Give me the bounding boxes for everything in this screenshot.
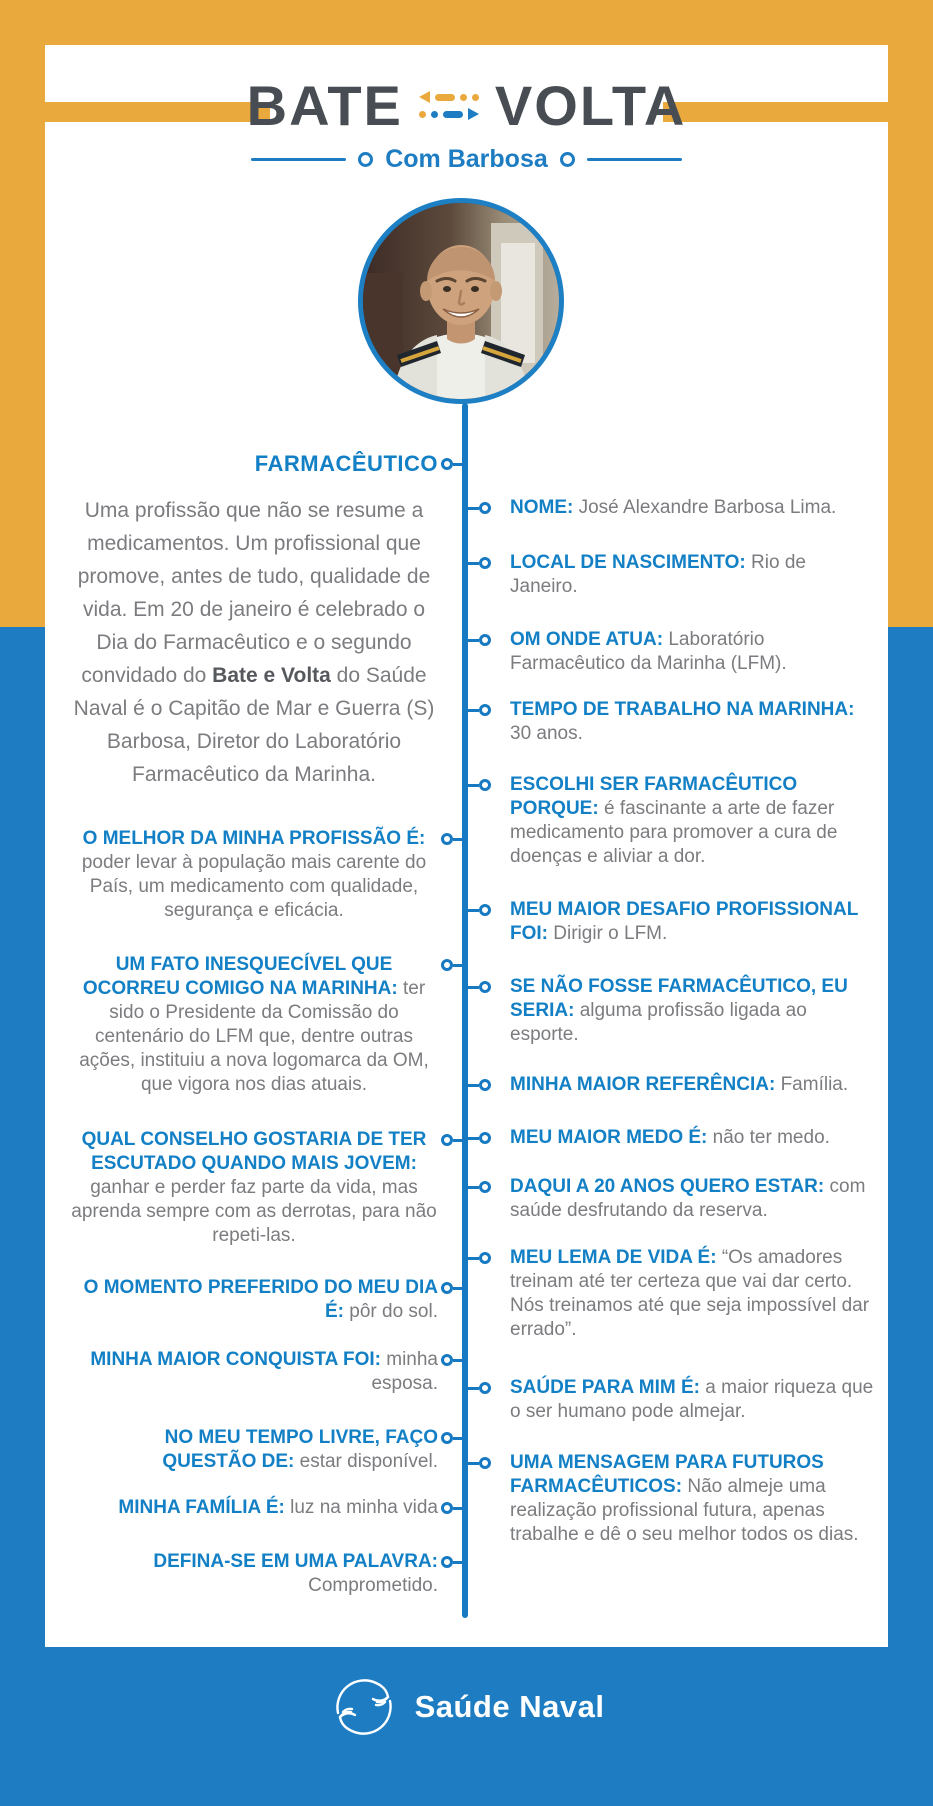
timeline-node [479, 1132, 491, 1144]
qa-item: ESCOLHI SER FARMACÊUTICO PORQUE: é fascinante a arte de fazer medicamento para promover a cura de doenças e aliviar a dor. [510, 773, 878, 869]
qa-item: OM ONDE ATUA: Laboratório Farmacêutico da Marinha (LFM). [510, 628, 878, 676]
timeline-node [441, 833, 453, 845]
portrait-illustration [363, 203, 559, 399]
timeline-node [441, 1556, 453, 1568]
intro-paragraph: Uma profissão que não se resume a medicamentos. Um profissional que promove, antes de tudo, qualidade de vida. Em 20 de janeiro é celebrado o Dia do Farmacêutico e o segundo convidado do Bate e Volta do Saúde Naval é o Capitão de Mar e Guerra (S) Barbosa, Diretor do Laboratório Farmacêutico da Marinha. [73, 499, 435, 786]
timeline-node [479, 704, 491, 716]
subtitle-text: Com Barbosa [385, 145, 548, 173]
qa-item: NOME: José Alexandre Barbosa Lima. [510, 496, 878, 520]
title-word-volta: VOLTA [494, 74, 687, 137]
timeline-node [479, 1252, 491, 1264]
qa-item: SAÚDE PARA MIM É: a maior riqueza que o ser humano pode almejar. [510, 1376, 878, 1424]
timeline-line [462, 403, 468, 1618]
qa-item: O MELHOR DA MINHA PROFISSÃO É: poder levar à população mais carente do País, um medicamento com qualidade, segurança e eficácia. [70, 827, 438, 923]
qa-item: MEU LEMA DE VIDA É: “Os amadores treinam até ter certeza que vai dar certo. Nós treinamos até que seja impossível dar errado”. [510, 1246, 878, 1342]
qa-item: NO MEU TEMPO LIVRE, FAÇO QUESTÃO DE: estar disponível. [70, 1426, 438, 1474]
timeline-node [441, 458, 453, 470]
timeline-node [479, 557, 491, 569]
timeline-node [441, 1502, 453, 1514]
qa-item: UM FATO INESQUECÍVEL QUE OCORREU COMIGO NA MARINHA: ter sido o Presidente da Comissão do centenário do LFM que, dentre outras ações, instituiu a nova logomarca da OM, que vigora nos dias atuais. [70, 953, 438, 1097]
qa-item: MINHA MAIOR CONQUISTA FOI: minha esposa. [70, 1348, 438, 1396]
timeline-node [479, 634, 491, 646]
qa-item: TEMPO DE TRABALHO NA MARINHA: 30 anos. [510, 698, 878, 746]
timeline-node [441, 1282, 453, 1294]
qa-item: MEU MAIOR DESAFIO PROFISSIONAL FOI: Dirigir o LFM. [510, 898, 878, 946]
qa-item: SE NÃO FOSSE FARMACÊUTICO, EU SERIA: alguma profissão ligada ao esporte. [510, 975, 878, 1047]
infographic-card [45, 45, 888, 1647]
subtitle [45, 145, 888, 174]
arrow-left-icon [419, 91, 430, 103]
page-title [45, 73, 888, 138]
qa-item: UMA MENSAGEM PARA FUTUROS FARMACÊUTICOS: Não almeje uma realização profissional futura, apenas trabalhe e dê o seu melhor todos os dias. [510, 1451, 878, 1547]
subtitle-dot-right [560, 152, 575, 167]
hands-circle-logo-icon [329, 1672, 399, 1742]
intro-bold: Bate e Volta [212, 664, 331, 687]
timeline-node [479, 981, 491, 993]
timeline-node [479, 502, 491, 514]
qa-item: MINHA FAMÍLIA É: luz na minha vida [70, 1496, 438, 1520]
qa-item: QUAL CONSELHO GOSTARIA DE TER ESCUTADO QUANDO MAIS JOVEM: ganhar e perder faz parte da vida, mas aprenda sempre com as derrotas, para não repeti-las. [70, 1128, 438, 1248]
footer-brand [0, 1672, 933, 1742]
timeline-node [479, 1181, 491, 1193]
timeline-node [479, 904, 491, 916]
timeline-node [479, 1382, 491, 1394]
timeline-node [441, 959, 453, 971]
subtitle-line-left [251, 158, 346, 161]
qa-item: DAQUI A 20 ANOS QUERO ESTAR: com saúde desfrutando da reserva. [510, 1175, 878, 1223]
qa-item: O MOMENTO PREFERIDO DO MEU DIA É: pôr do sol. [70, 1276, 438, 1324]
timeline-node [479, 779, 491, 791]
qa-item: MINHA MAIOR REFERÊNCIA: Família. [510, 1073, 878, 1097]
qa-item: LOCAL DE NASCIMENTO: Rio de Janeiro. [510, 551, 878, 599]
timeline-node [479, 1457, 491, 1469]
title-word-bate: BATE [246, 74, 403, 137]
brand-name: Saúde Naval [414, 1689, 605, 1724]
portrait-photo [358, 198, 564, 404]
subtitle-dot-left [358, 152, 373, 167]
subtitle-line-right [587, 158, 682, 161]
timeline-node [441, 1354, 453, 1366]
timeline-node [441, 1432, 453, 1444]
arrow-right-icon [468, 108, 479, 120]
qa-item: MEU MAIOR MEDO É: não ter medo. [510, 1126, 878, 1150]
timeline-node [479, 1079, 491, 1091]
section-heading-farmaceutico: FARMACÊUTICO [70, 452, 438, 476]
qa-item: DEFINA-SE EM UMA PALAVRA: Comprometido. [70, 1550, 438, 1598]
swap-arrows-icon [419, 92, 479, 120]
timeline-node [441, 1134, 453, 1146]
node-stub [453, 463, 462, 466]
